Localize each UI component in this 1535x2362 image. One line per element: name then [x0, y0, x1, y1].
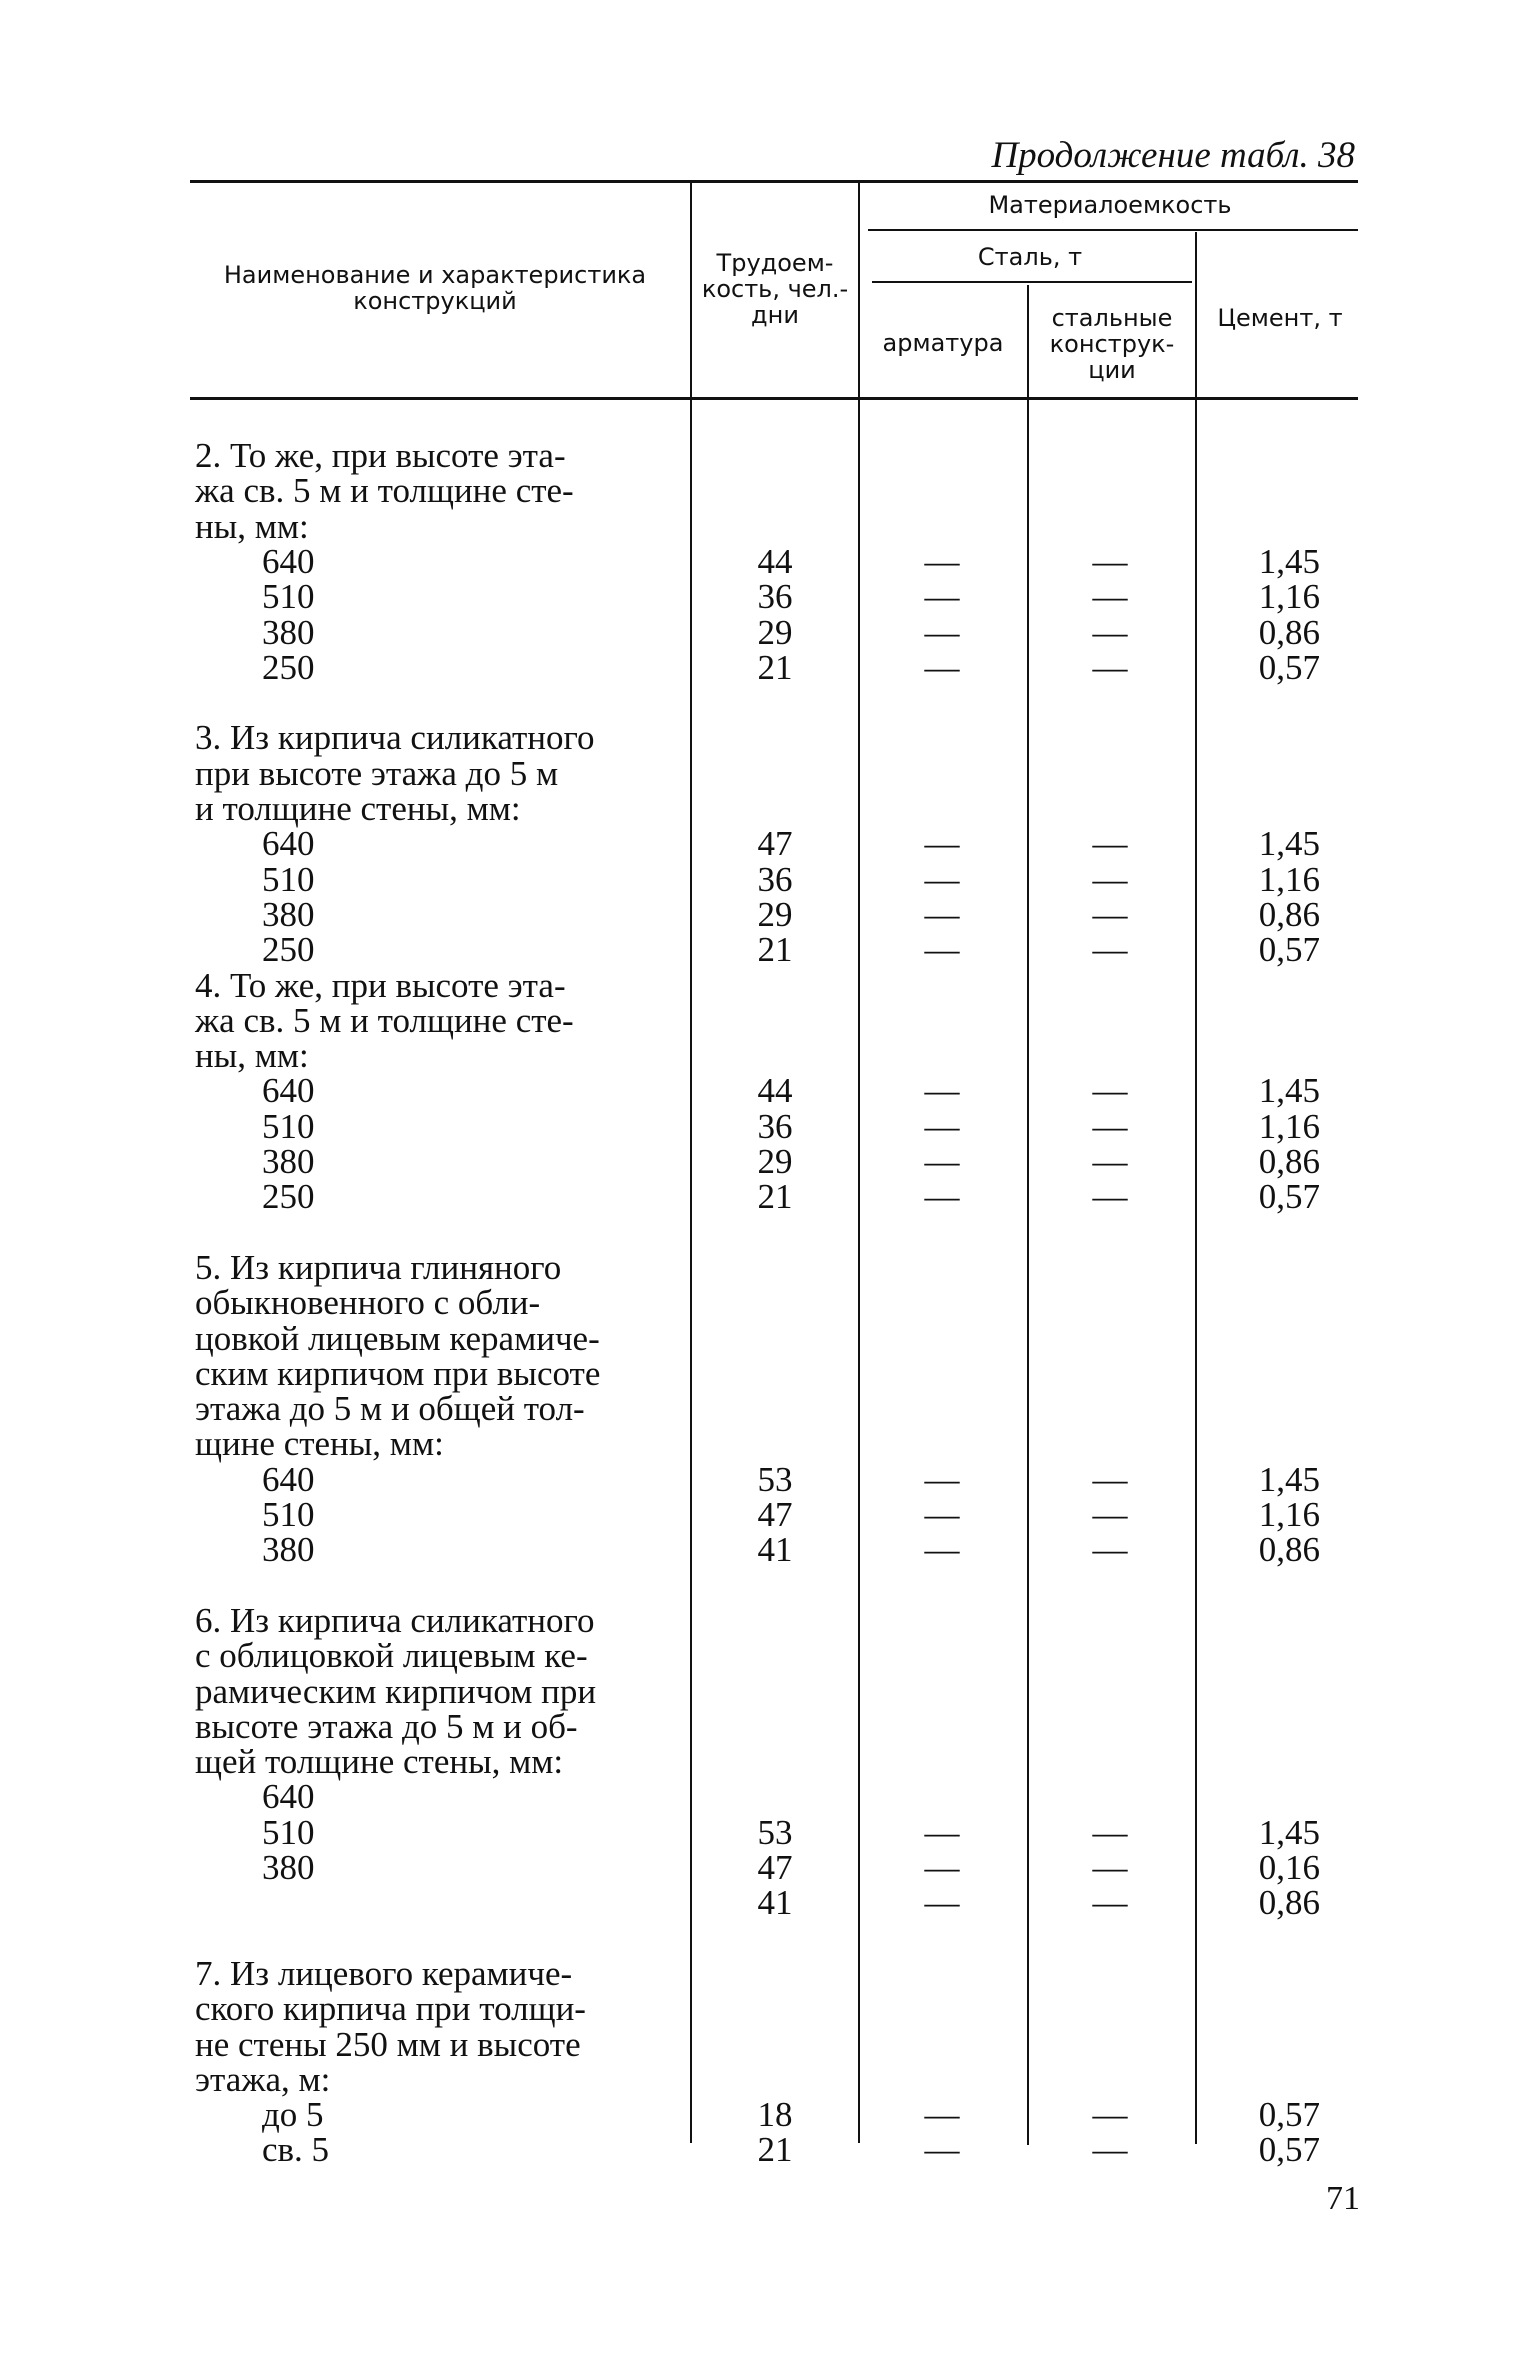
- steel-structures-value: —: [1092, 1071, 1128, 1111]
- labor-value: 53: [757, 1459, 793, 1499]
- labor-value: 21: [757, 2130, 793, 2170]
- row-label: 510: [262, 859, 315, 899]
- item-description-line: 3. Из кирпича силикатного: [195, 718, 595, 758]
- steel-structures-value: —: [1092, 1883, 1128, 1923]
- labor-value: 21: [757, 647, 793, 687]
- item-description-line: 7. Из лицевого керамиче-: [195, 1953, 573, 1993]
- labor-value: 36: [757, 859, 793, 899]
- labor-value: 47: [757, 824, 793, 864]
- steel-structures-value: —: [1092, 1106, 1128, 1146]
- steel-structures-value: —: [1092, 577, 1128, 617]
- table-caption: Продолжение табл. 38: [991, 135, 1355, 176]
- row-label: 640: [262, 1459, 315, 1499]
- item-description-line: ским кирпичом при высоте: [195, 1353, 601, 1393]
- labor-value: 21: [757, 930, 793, 970]
- header-cement: Цемент, т: [1217, 304, 1343, 332]
- page-number: 71: [1326, 2180, 1360, 2217]
- row-label: 380: [262, 1530, 315, 1570]
- row-label: св. 5: [262, 2130, 330, 2170]
- row-label: 640: [262, 541, 315, 581]
- steel-structures-value: —: [1092, 1459, 1128, 1499]
- cement-value: 1,45: [1258, 1459, 1320, 1499]
- rebar-value: —: [924, 1883, 960, 1923]
- item-description-line: этажа до 5 м и общей тол-: [195, 1389, 585, 1429]
- steel-structures-value: —: [1092, 2130, 1128, 2170]
- labor-value: 47: [757, 1848, 793, 1887]
- item-description-line: жа св. 5 м и толщине сте-: [195, 1000, 574, 1040]
- item-description-line: 5. Из кирпича глиняного: [195, 1247, 562, 1287]
- labor-value: 18: [757, 2095, 793, 2135]
- row-label: 640: [262, 824, 315, 864]
- labor-value: 29: [757, 894, 793, 934]
- labor-value: 41: [757, 1530, 793, 1570]
- divider-labor-rebar: [858, 183, 860, 2143]
- steel-structures-value: —: [1092, 859, 1128, 899]
- cement-value: 0,57: [1258, 2095, 1320, 2135]
- cement-value: 1,45: [1258, 824, 1320, 864]
- cement-value: 1,45: [1258, 541, 1320, 581]
- row-label: 250: [262, 930, 315, 970]
- row-label: 510: [262, 1106, 315, 1146]
- cement-value: 0,86: [1258, 1142, 1320, 1181]
- steel-structures-value: —: [1092, 930, 1128, 970]
- item-description-line: обыкновенного с обли-: [195, 1283, 541, 1323]
- item-description-line: 6. Из кирпича силикатного: [195, 1600, 595, 1640]
- rebar-value: —: [924, 1071, 960, 1111]
- item-description-line: щине стены, мм:: [195, 1424, 444, 1464]
- labor-value: 44: [757, 1071, 793, 1111]
- rebar-value: —: [924, 1142, 960, 1181]
- cement-value: 1,16: [1258, 859, 1320, 899]
- cement-value: 0,57: [1258, 647, 1320, 687]
- rebar-value: —: [924, 824, 960, 864]
- item-description-line: не стены 250 мм и высоте: [195, 2024, 581, 2064]
- item-description-line: ского кирпича при толщи-: [195, 1989, 586, 2029]
- cement-value: 0,86: [1258, 894, 1320, 934]
- item-description-line: 2. То же, при высоте эта-: [195, 436, 566, 475]
- rebar-value: —: [924, 1812, 960, 1852]
- row-label: 380: [262, 894, 315, 934]
- labor-value: 44: [757, 541, 793, 581]
- steel-structures-value: —: [1092, 647, 1128, 687]
- rebar-value: —: [924, 1459, 960, 1499]
- cement-value: 1,16: [1258, 1106, 1320, 1146]
- item-description-line: этажа, м:: [195, 2059, 331, 2099]
- labor-value: 53: [757, 1812, 793, 1852]
- item-description-line: 4. То же, при высоте эта-: [195, 965, 566, 1005]
- rebar-value: —: [924, 541, 960, 581]
- cement-value: 0,16: [1258, 1848, 1320, 1887]
- cement-value: 1,16: [1258, 1495, 1320, 1534]
- steel-structures-value: —: [1092, 894, 1128, 934]
- steel-structures-value: —: [1092, 2095, 1128, 2135]
- header-bottom-rule: [190, 397, 1358, 400]
- materials-rule: [868, 229, 1358, 231]
- cement-value: 0,86: [1258, 1530, 1320, 1570]
- rebar-value: —: [924, 930, 960, 970]
- steel-structures-value: —: [1092, 1812, 1128, 1852]
- labor-value: 47: [757, 1495, 793, 1534]
- labor-value: 29: [757, 1142, 793, 1181]
- labor-value: 41: [757, 1883, 793, 1923]
- row-label: 640: [262, 1071, 315, 1111]
- row-label: до 5: [262, 2095, 324, 2135]
- item-description-line: ны, мм:: [195, 506, 309, 546]
- cement-value: 0,57: [1258, 930, 1320, 970]
- rebar-value: —: [924, 612, 960, 652]
- rebar-value: —: [924, 1848, 960, 1887]
- header-steel: Сталь, т: [977, 243, 1083, 271]
- divider-steel-cement: [1195, 232, 1197, 2144]
- item-description-line: рамическим кирпичом при: [195, 1671, 597, 1711]
- steel-structures-value: —: [1092, 1848, 1128, 1887]
- steel-rule: [872, 281, 1192, 283]
- steel-structures-value: —: [1092, 824, 1128, 864]
- steel-structures-value: —: [1092, 1530, 1128, 1570]
- row-label: 380: [262, 1142, 315, 1181]
- rebar-value: —: [924, 577, 960, 617]
- header-rebar: арматура: [882, 329, 1004, 357]
- row-label: 510: [262, 577, 315, 617]
- row-label: 380: [262, 612, 315, 652]
- rebar-value: —: [924, 1495, 960, 1534]
- header-name: Наименование и характеристика конструкций: [223, 261, 647, 315]
- header-labor: Трудоем-кость, чел.-дни: [701, 249, 849, 329]
- table-top-rule: [190, 180, 1358, 183]
- divider-rebar-steel: [1027, 285, 1029, 2145]
- cement-value: 1,45: [1258, 1071, 1320, 1111]
- item-description-line: щей толщине стены, мм:: [195, 1742, 564, 1782]
- rebar-value: —: [924, 1106, 960, 1146]
- row-label: 510: [262, 1495, 315, 1534]
- row-label: 380: [262, 1848, 315, 1887]
- cement-value: 0,57: [1258, 1177, 1320, 1217]
- item-description-line: высоте этажа до 5 м и об-: [195, 1706, 578, 1746]
- header-materials: Материалоемкость: [988, 191, 1232, 219]
- cement-value: 0,86: [1258, 612, 1320, 652]
- cement-value: 1,45: [1258, 1812, 1320, 1852]
- rebar-value: —: [924, 647, 960, 687]
- row-label: 250: [262, 1177, 315, 1217]
- steel-structures-value: —: [1092, 612, 1128, 652]
- rebar-value: —: [924, 2095, 960, 2135]
- labor-value: 29: [757, 612, 793, 652]
- rebar-value: —: [924, 1177, 960, 1217]
- steel-structures-value: —: [1092, 1495, 1128, 1534]
- item-description-line: цовкой лицевым керамиче-: [195, 1318, 600, 1358]
- row-label: 250: [262, 647, 315, 687]
- row-label: 640: [262, 1777, 315, 1817]
- labor-value: 36: [757, 1106, 793, 1146]
- item-description-line: с облицовкой лицевым ке-: [195, 1636, 588, 1676]
- steel-structures-value: —: [1092, 1142, 1128, 1181]
- rebar-value: —: [924, 859, 960, 899]
- rebar-value: —: [924, 2130, 960, 2170]
- cement-value: 1,16: [1258, 577, 1320, 617]
- rebar-value: —: [924, 894, 960, 934]
- labor-value: 36: [757, 577, 793, 617]
- item-description-line: при высоте этажа до 5 м: [195, 753, 559, 793]
- divider-name-labor: [690, 183, 692, 2143]
- item-description-line: жа св. 5 м и толщине сте-: [195, 471, 574, 511]
- row-label: 510: [262, 1812, 315, 1852]
- labor-value: 21: [757, 1177, 793, 1217]
- steel-structures-value: —: [1092, 1177, 1128, 1217]
- cement-value: 0,86: [1258, 1883, 1320, 1923]
- item-description-line: ны, мм:: [195, 1036, 309, 1076]
- steel-structures-value: —: [1092, 541, 1128, 581]
- header-steel-structures: стальные конструк-ции: [1049, 304, 1175, 384]
- item-description-line: и толщине стены, мм:: [195, 789, 521, 828]
- cement-value: 0,57: [1258, 2130, 1320, 2170]
- rebar-value: —: [924, 1530, 960, 1570]
